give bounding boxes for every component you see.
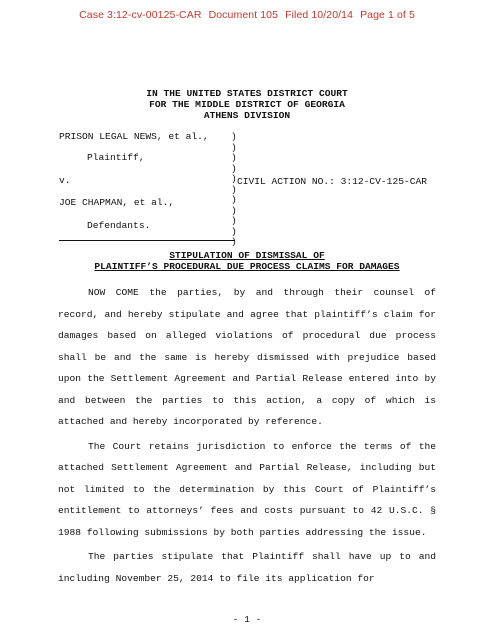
- court-line-3: ATHENS DIVISION: [203, 110, 291, 121]
- plaintiff-role: Plaintiff,: [87, 152, 145, 163]
- versus: v.: [59, 175, 71, 186]
- civil-action-number: CIVIL ACTION NO.: 3:12-CV-125-CAR: [237, 176, 427, 187]
- filed-date: Filed 10/20/14: [285, 9, 354, 21]
- paragraph-1: NOW COME the parties, by and through their counsel of record, and hereby stipulate and agree that plaintiff’s claim for damages based on alleged violations of procedural due process shall be and the same is hereby dismissed with prejudice based upon the Settlement Agreement and Partial Release entered into by and between the parties to this action, a copy of which is attached and hereby incorporated by reference.: [58, 287, 436, 427]
- ecf-header-stamp: [0, 9, 494, 21]
- court-heading: [0, 88, 494, 121]
- page-indicator: Page 1 of 5: [360, 9, 415, 21]
- case-number: Case 3:12-cv-00125-CAR: [79, 9, 202, 21]
- court-line-1: IN THE UNITED STATES DISTRICT COURT: [146, 88, 348, 99]
- page-number-footer: - 1 -: [232, 614, 262, 625]
- document-number: Document 105: [208, 9, 279, 21]
- plaintiff-name: PRISON LEGAL NEWS, et al.,: [59, 131, 209, 142]
- court-line-2: FOR THE MIDDLE DISTRICT OF GEORGIA: [149, 99, 345, 110]
- title-line-2: PLAINTIFF’S PROCEDURAL DUE PROCESS CLAIMS FOR DAMAGES: [94, 261, 400, 272]
- case-caption: [59, 131, 459, 247]
- paragraph-3: The parties stipulate that Plaintiff shall have up to and including November 25, 2014 to file its application for: [58, 551, 436, 584]
- title-line-1: STIPULATION OF DISMISSAL OF: [169, 250, 325, 261]
- defendant-name: JOE CHAPMAN, et al.,: [59, 197, 175, 208]
- caption-divider: [59, 240, 235, 241]
- document-body: [58, 282, 436, 592]
- caption-parentheses: ) ) ) ) ) ) ) ) ) ) ): [231, 131, 237, 247]
- defendant-role: Defendants.: [87, 220, 151, 231]
- document-title: [0, 250, 494, 272]
- paragraph-2: The Court retains jurisdiction to enforce the terms of the attached Settlement Agreement and Partial Release, including but not limited to the determination by this Court of Plaintiff’s entitlement to attorneys’ fees and costs pursuant to 42 U.S.C. § 1988 following submissions by both parties addressing the issue.: [58, 440, 436, 538]
